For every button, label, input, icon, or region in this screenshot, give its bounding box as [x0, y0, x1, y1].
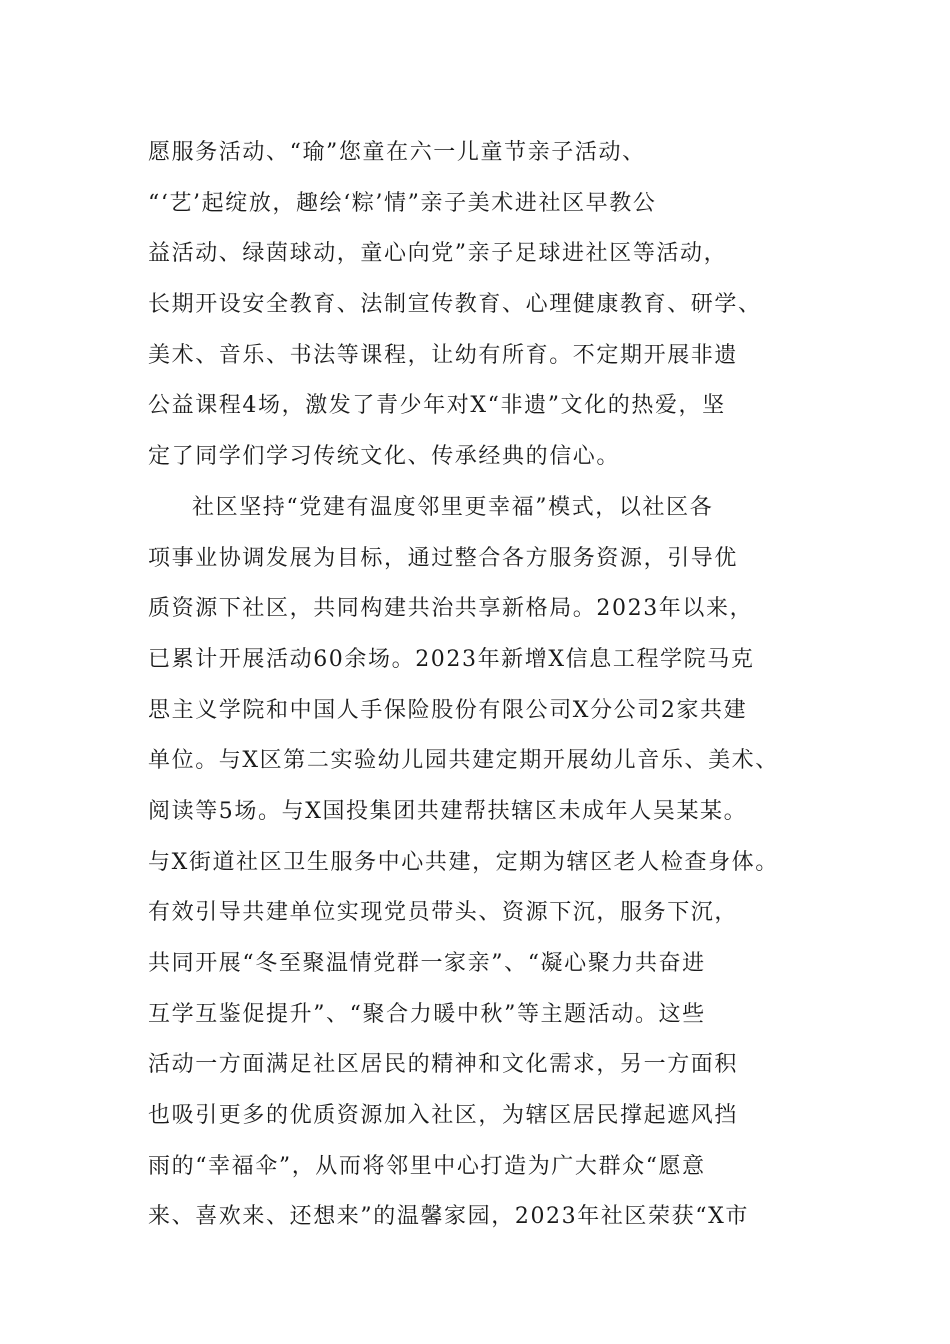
text-line: 来、喜欢来、还想来”的温馨家园，2023年社区荣获“X市: [148, 1204, 749, 1230]
text-line: 公益课程4场，激发了青少年对X“非遗”文化的热爱，坚: [148, 393, 726, 419]
text-line: 阅读等5场。与X国投集团共建帮扶辖区未成年人吴某某。: [148, 798, 748, 824]
text-line: 已累计开展活动60余场。2023年新增X信息工程学院马克: [148, 646, 755, 672]
text-line: 共同开展“冬至聚温情党群一家亲”、“凝心聚力共奋进: [148, 951, 706, 976]
text-line: 有效引导共建单位实现党员带头、资源下沉，服务下沉，: [148, 900, 739, 926]
text-line: 益活动、绿茵球动，童心向党”亲子足球进社区等活动，: [148, 241, 728, 267]
body-text: [148, 128, 848, 1243]
text-line: 长期开设安全教育、法制宣传教育、心理健康教育、研学、: [148, 292, 762, 318]
paragraph-start-line: 社区坚持“党建有温度邻里更幸福”模式，以社区各: [192, 494, 714, 520]
text-line: “‘艺’起绽放，趣绘‘粽’情”亲子美术进社区早教公: [148, 190, 657, 216]
text-line: 美术、音乐、书法等课程，让幼有所育。不定期开展非遗: [148, 342, 739, 368]
text-line: 质资源下社区，共同构建共治共享新格局。2023年以来，: [148, 596, 754, 622]
text-line: 活动一方面满足社区居民的精神和文化需求，另一方面积: [148, 1052, 739, 1078]
text-line: 与X街道社区卫生服务中心共建，定期为辖区老人检查身体。: [148, 849, 779, 875]
text-line: 定了同学们学习传统文化、传承经典的信心。: [148, 444, 621, 470]
text-line: 思主义学院和中国人手保险股份有限公司X分公司2家共建: [148, 697, 748, 723]
text-line: 单位。与X区第二实验幼儿园共建定期开展幼儿音乐、美术、: [148, 748, 779, 774]
text-line: 也吸引更多的优质资源加入社区，为辖区居民撑起遮风挡: [148, 1103, 739, 1129]
text-line: 互学互鉴促提升”、“聚合力暖中秋”等主题活动。这些: [148, 1001, 706, 1027]
text-line: 愿服务活动、“瑜”您童在六一儿童节亲子活动、: [148, 140, 646, 165]
text-line: 项事业协调发展为目标，通过整合各方服务资源，引导优: [148, 545, 739, 571]
text-line: 雨的“幸福伞”，从而将邻里中心打造为广大群众“愿意: [148, 1153, 706, 1179]
